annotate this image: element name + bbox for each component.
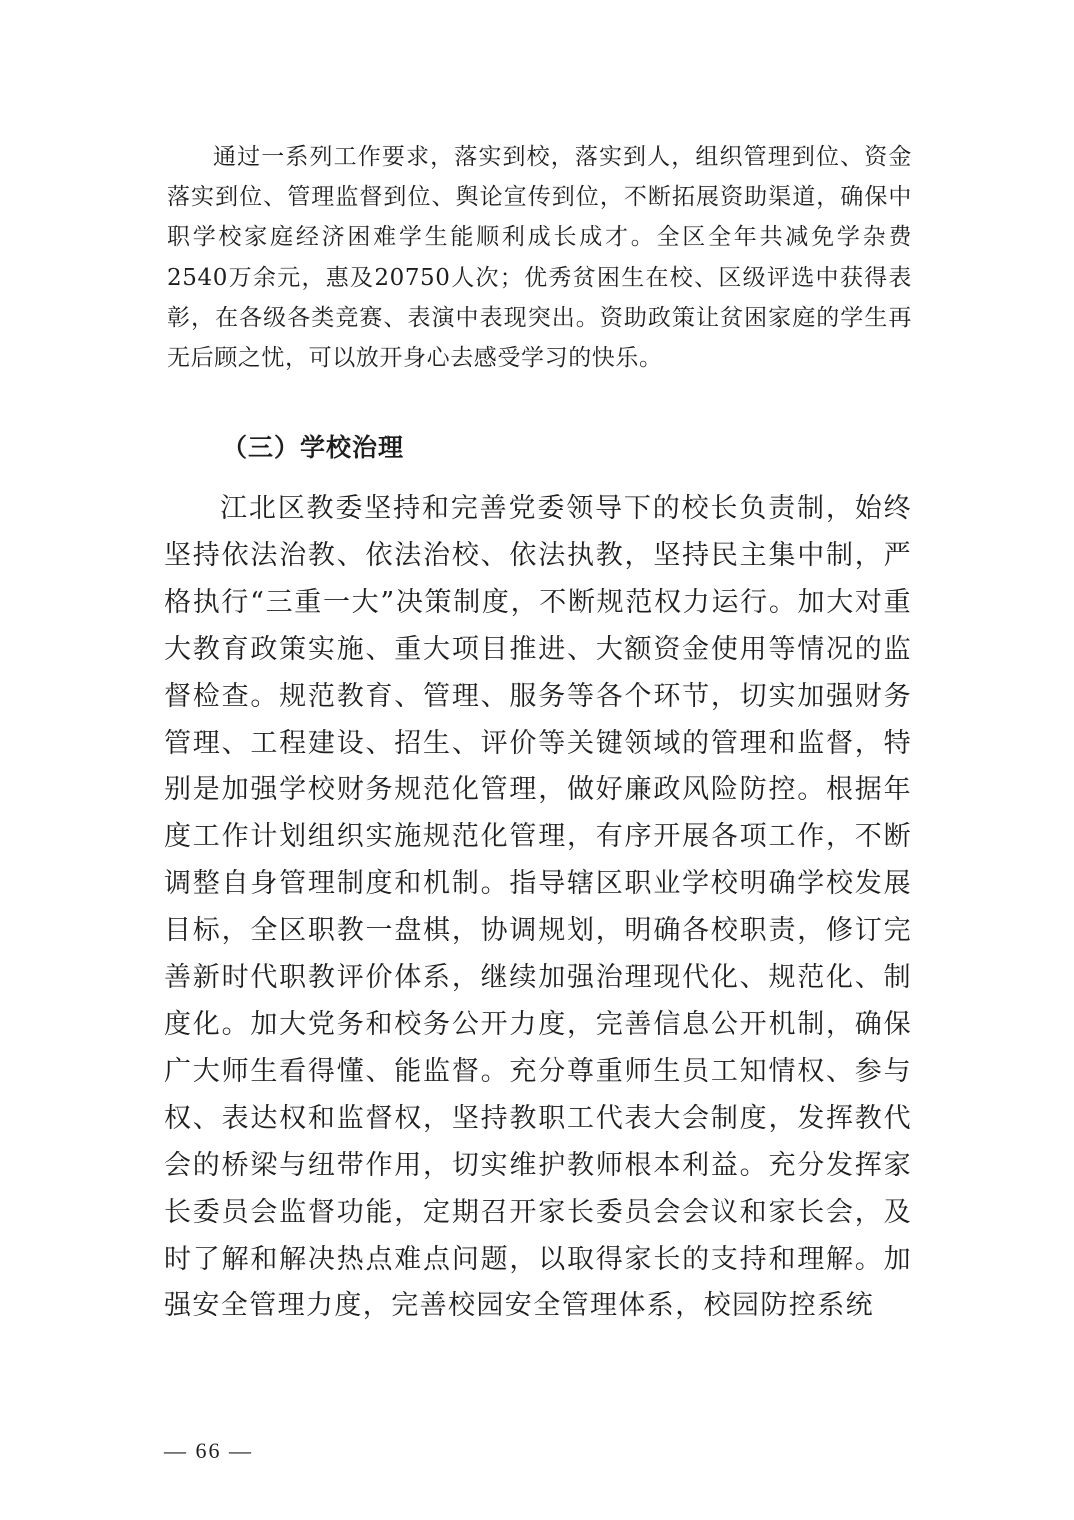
section-heading: （三）学校治理 [222, 433, 405, 462]
body-paragraph-2: 江北区教委坚持和完善党委领导下的校长负责制，始终坚持依法治教、依法治校、依法执教，坚持民主集中制，严格执行“三重一大”决策制度，不断规范权力运行。加大对重大教育政策实施、重大项目推进、大额资金使用等情况的监督检查。规范教育、管理、服务等各个环节，切实加强财务管理、工程建设、招生、评价等关键领域的管理和监督，特别是加强学校财务规范化管理，做好廉政风险防控。根据年度工作计划组织实施规范化管理，有序开展各项工作，不断调整自身管理制度和机制。指导辖区职业学校明确学校发展目标，全区职教一盘棋，协调规划，明确各校职责，修订完善新时代职教评价体系，继续加强治理现代化、规范化、制度化。加大党务和校务公开力度，完善信息公开机制，确保广大师生看得懂、能监督。充分尊重师生员工知情权、参与权、表达权和监督权，坚持教职工代表大会制度，发挥教代会的桥梁与纽带作用，切实维护教师根本利益。充分发挥家长委员会监督功能，定期召开家长委员会会议和家长会，及时了解和解决热点难点问题，以取得家长的支持和理解。加强安全管理力度，完善校园安全管理体系，校园防控系统 [164, 493, 912, 1322]
page-number: — 66 — [164, 1438, 253, 1463]
body-paragraph-1: 通过一系列工作要求，落实到校，落实到人，组织管理到位、资金落实到位、管理监督到位、舆论宣传到位，不断拓展资助渠道，确保中职学校家庭经济困难学生能顺利成长成才。全区全年共减免学杂费2540万余元，惠及20750人次；优秀贫困生在校、区级评选中获得表彰，在各级各类竞赛、表演中表现突出。资助政策让贫困家庭的学生再无后顾之忧，可以放开身心去感受学习的快乐。 [167, 144, 912, 372]
